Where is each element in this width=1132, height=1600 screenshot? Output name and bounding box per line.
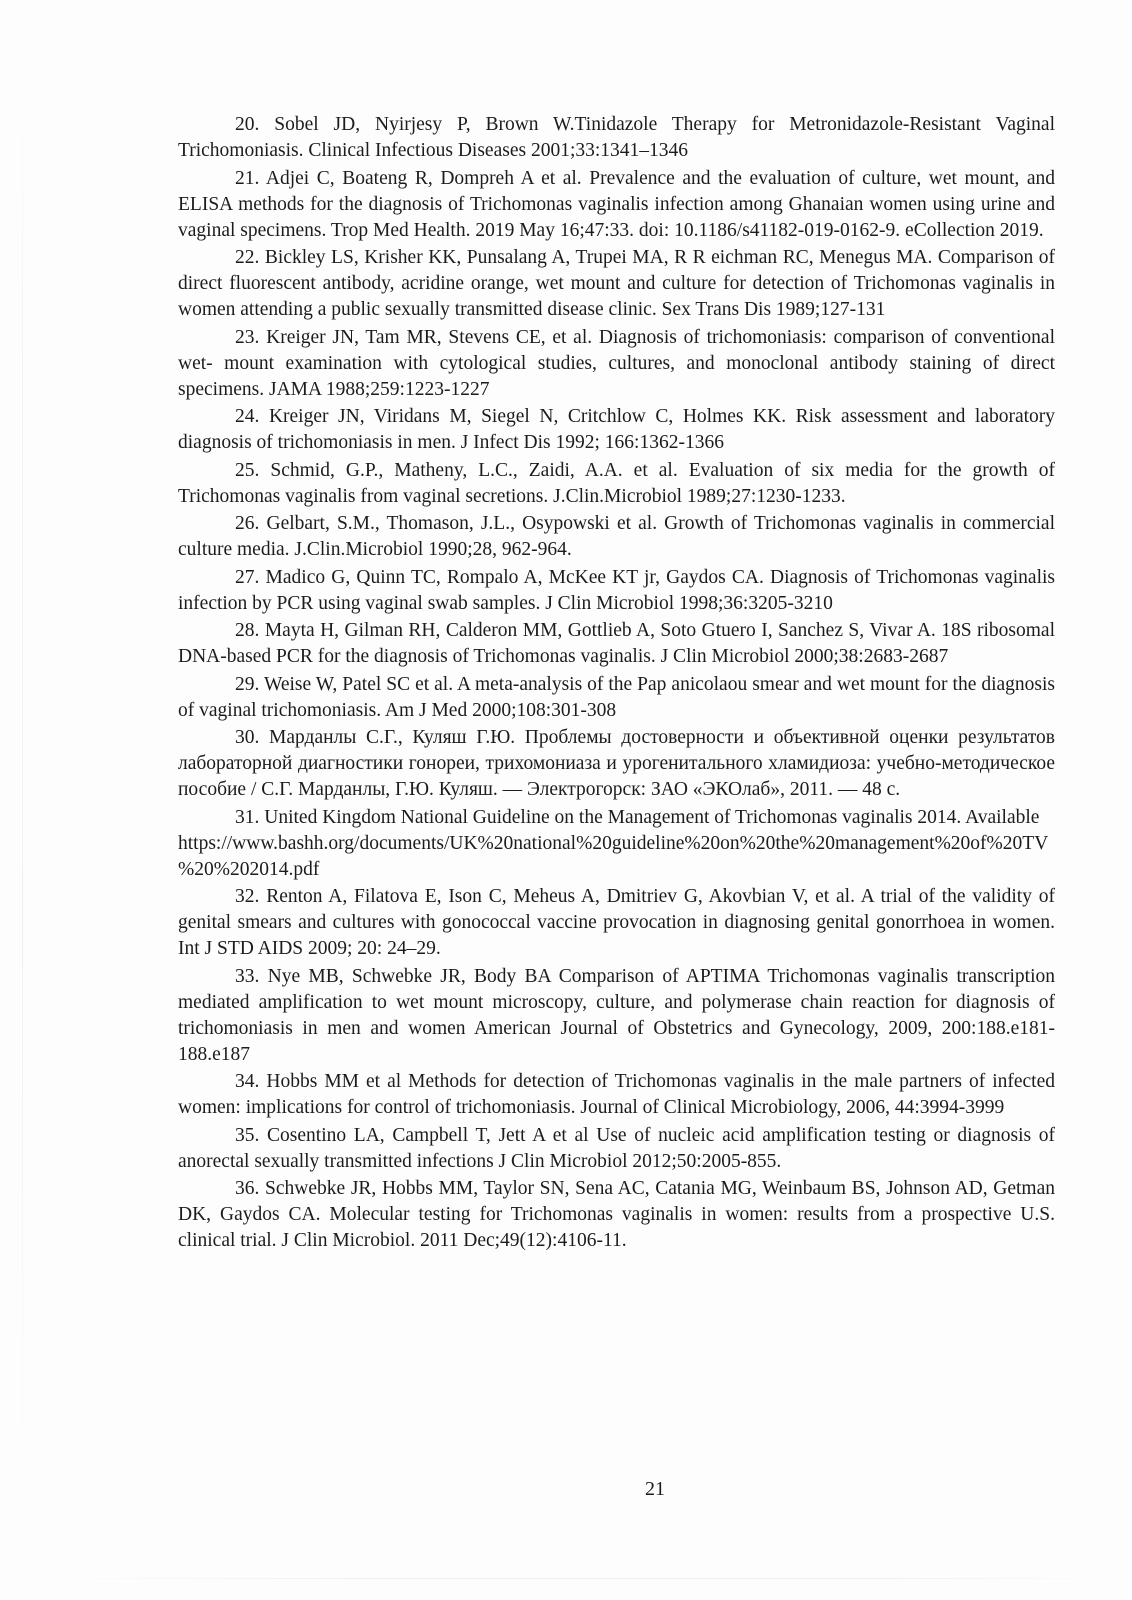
reference-item xyxy=(178,245,1055,323)
reference-item xyxy=(178,805,1055,883)
reference-number: 27. xyxy=(235,566,260,588)
reference-text: Sobel JD, Nyirjesy P, Brown W.Tinidazole Therapy for Metronidazole-Resistant Vaginal Trichomoniasis. Clinical Infectious Diseases 2001;33:1341–1346 xyxy=(178,114,1056,161)
reference-item xyxy=(178,618,1055,670)
reference-item xyxy=(178,672,1055,724)
reference-text: United Kingdom National Guideline on the Management of Trichomonas vaginalis 2014. Available https://www.bashh.org/documents/UK%20national%20guideline%20on%20the%20management%20of%20TV%20%202014.pdf xyxy=(178,806,1049,880)
reference-item xyxy=(178,325,1055,403)
reference-number: 21. xyxy=(235,167,260,189)
reference-list xyxy=(178,112,1055,1256)
reference-text: Renton A, Filatova E, Ison C, Meheus A, Dmitriev G, Akovbian V, et al. A trial of the validity of genital smears and cultures with gonococcal vaccine provocation in diagnosing genital gonorrhoea in women. Int J STD AIDS 2009; 20: 24–29. xyxy=(178,886,1055,959)
reference-number: 34. xyxy=(235,1071,260,1092)
reference-text: Bickley LS, Krisher KK, Punsalang A, Trupei MA, R R eichman RC, Menegus MA. Comparison of direct fluorescent antibody, acridine orange, wet mount and culture for detection of Trichomonas vaginalis in women attending a public sexually transmitted disease clinic. Sex Trans Dis 1989;127-131 xyxy=(178,247,1055,320)
reference-text: Schwebke JR, Hobbs MM, Taylor SN, Sena AC, Catania MG, Weinbaum BS, Johnson AD, Getman DK, Gaydos CA. Molecular testing for Trichomonas vaginalis in women: results from a prospective U.S. clinical trial. J Clin Microbiol. 2011 Dec;49(12):4106-11. xyxy=(178,1178,1055,1251)
reference-number: 22. xyxy=(235,247,260,268)
reference-item xyxy=(178,458,1055,510)
reference-number: 26. xyxy=(235,513,260,534)
reference-text: Kreiger JN, Viridans M, Siegel N, Critchlow C, Holmes KK. Risk assessment and laboratory diagnosis of trichomoniasis in men. J Infect Dis 1992; 166:1362-1366 xyxy=(178,406,1056,453)
reference-item xyxy=(178,565,1055,617)
reference-text: Mayta H, Gilman RH, Calderon MM, Gottlieb A, Soto Gtuero I, Sanchez S, Vivar A. 18S ribosomal DNA-based PCR for the diagnosis of Trichomonas vaginalis. J Clin Microbiol 2000;38:2683-2687 xyxy=(178,620,1056,667)
page-number: 21 xyxy=(645,1478,665,1500)
reference-item xyxy=(178,112,1055,164)
reference-item xyxy=(178,1176,1055,1254)
reference-item xyxy=(178,166,1055,244)
reference-number: 31. xyxy=(235,806,260,828)
reference-text: Hobbs MM et al Methods for detection of Trichomonas vaginalis in the male partners of infected women: implications for control of trichomoniasis. Journal of Clinical Microbiology, 2006, 44:3994-3999 xyxy=(178,1071,1055,1118)
reference-text: Марданлы С.Г., Куляш Г.Ю. Проблемы достоверности и объективной оценки результатов лабораторной диагностики гонореи, трихомониаза и урогенитального хламидиоза: учебно-методическое пособие / С.Г. Марданлы, Г.Ю. Куляш. — Электрогорск: ЗАО «ЭКОлаб», 2011. — 48 с. xyxy=(178,727,1055,800)
reference-number: 23. xyxy=(235,326,260,348)
scan-edge-bottom xyxy=(30,1578,1110,1579)
reference-text: Adjei C, Boateng R, Dompreh A et al. Prevalence and the evaluation of culture, wet mount, and ELISA methods for the diagnosis of Trichomonas vaginalis infection among Ghanaian women using urine and vaginal specimens. Trop Med Health. 2019 May 16;47:33. doi: 10.1186/s41182-019-0162-9. eCollection 2019. xyxy=(178,167,1055,241)
reference-item xyxy=(178,1123,1055,1175)
reference-item xyxy=(178,725,1055,803)
reference-text: Gelbart, S.M., Thomason, J.L., Osypowski et al. Growth of Trichomonas vaginalis in commercial culture media. J.Clin.Microbiol 1990;28, 962-964. xyxy=(178,513,1056,560)
reference-text: Madico G, Quinn TC, Rompalo A, McKee KT jr, Gaydos CA. Diagnosis of Trichomonas vaginalis infection by PCR using vaginal swab samples. J Clin Microbiol 1998;36:3205-3210 xyxy=(178,566,1055,614)
reference-text: Cosentino LA, Campbell T, Jett A et al Use of nucleic acid amplification testing or diagnosis of anorectal sexually transmitted infections J Clin Microbiol 2012;50:2005-855. xyxy=(178,1124,1056,1172)
reference-number: 24. xyxy=(235,406,260,427)
reference-text: Schmid, G.P., Matheny, L.C., Zaidi, A.A. et al. Evaluation of six media for the growth of Trichomonas vaginalis from vaginal secretions. J.Clin.Microbiol 1989;27:1230-1233. xyxy=(178,459,1055,507)
reference-number: 35. xyxy=(235,1124,260,1146)
reference-number: 32. xyxy=(235,886,260,907)
reference-number: 29. xyxy=(235,673,260,695)
reference-number: 30. xyxy=(235,727,260,748)
reference-number: 20. xyxy=(235,114,260,135)
reference-item xyxy=(178,1069,1055,1121)
reference-text: Nye MB, Schwebke JR, Body BA Comparison of APTIMA Trichomonas vaginalis transcription mediated amplification to wet mount microscopy, culture, and polymerase chain reaction for diagnosis of trichomoniasis in men and women American Journal of Obstetrics and Gynecology, 2009, 200:188.e181- 188.e187 xyxy=(178,965,1056,1065)
scan-edge-left xyxy=(22,60,23,1540)
reference-text: Kreiger JN, Tam MR, Stevens CE, et al. Diagnosis of trichomoniasis: comparison of conventional wet- mount examination with cytological studies, cultures, and monoclonal antibody staining of direct specimens. JAMA 1988;259:1223-1227 xyxy=(178,326,1056,400)
reference-number: 33. xyxy=(235,965,260,987)
reference-item xyxy=(178,511,1055,563)
reference-item xyxy=(178,964,1055,1068)
reference-number: 36. xyxy=(235,1178,260,1199)
reference-number: 28. xyxy=(235,620,260,641)
reference-item xyxy=(178,404,1055,456)
reference-item xyxy=(178,884,1055,962)
reference-number: 25. xyxy=(235,459,260,481)
reference-text: Weise W, Patel SC et al. A meta-analysis of the Pap anicolaou smear and wet mount for the diagnosis of vaginal trichomoniasis. Am J Med 2000;108:301-308 xyxy=(178,673,1055,721)
